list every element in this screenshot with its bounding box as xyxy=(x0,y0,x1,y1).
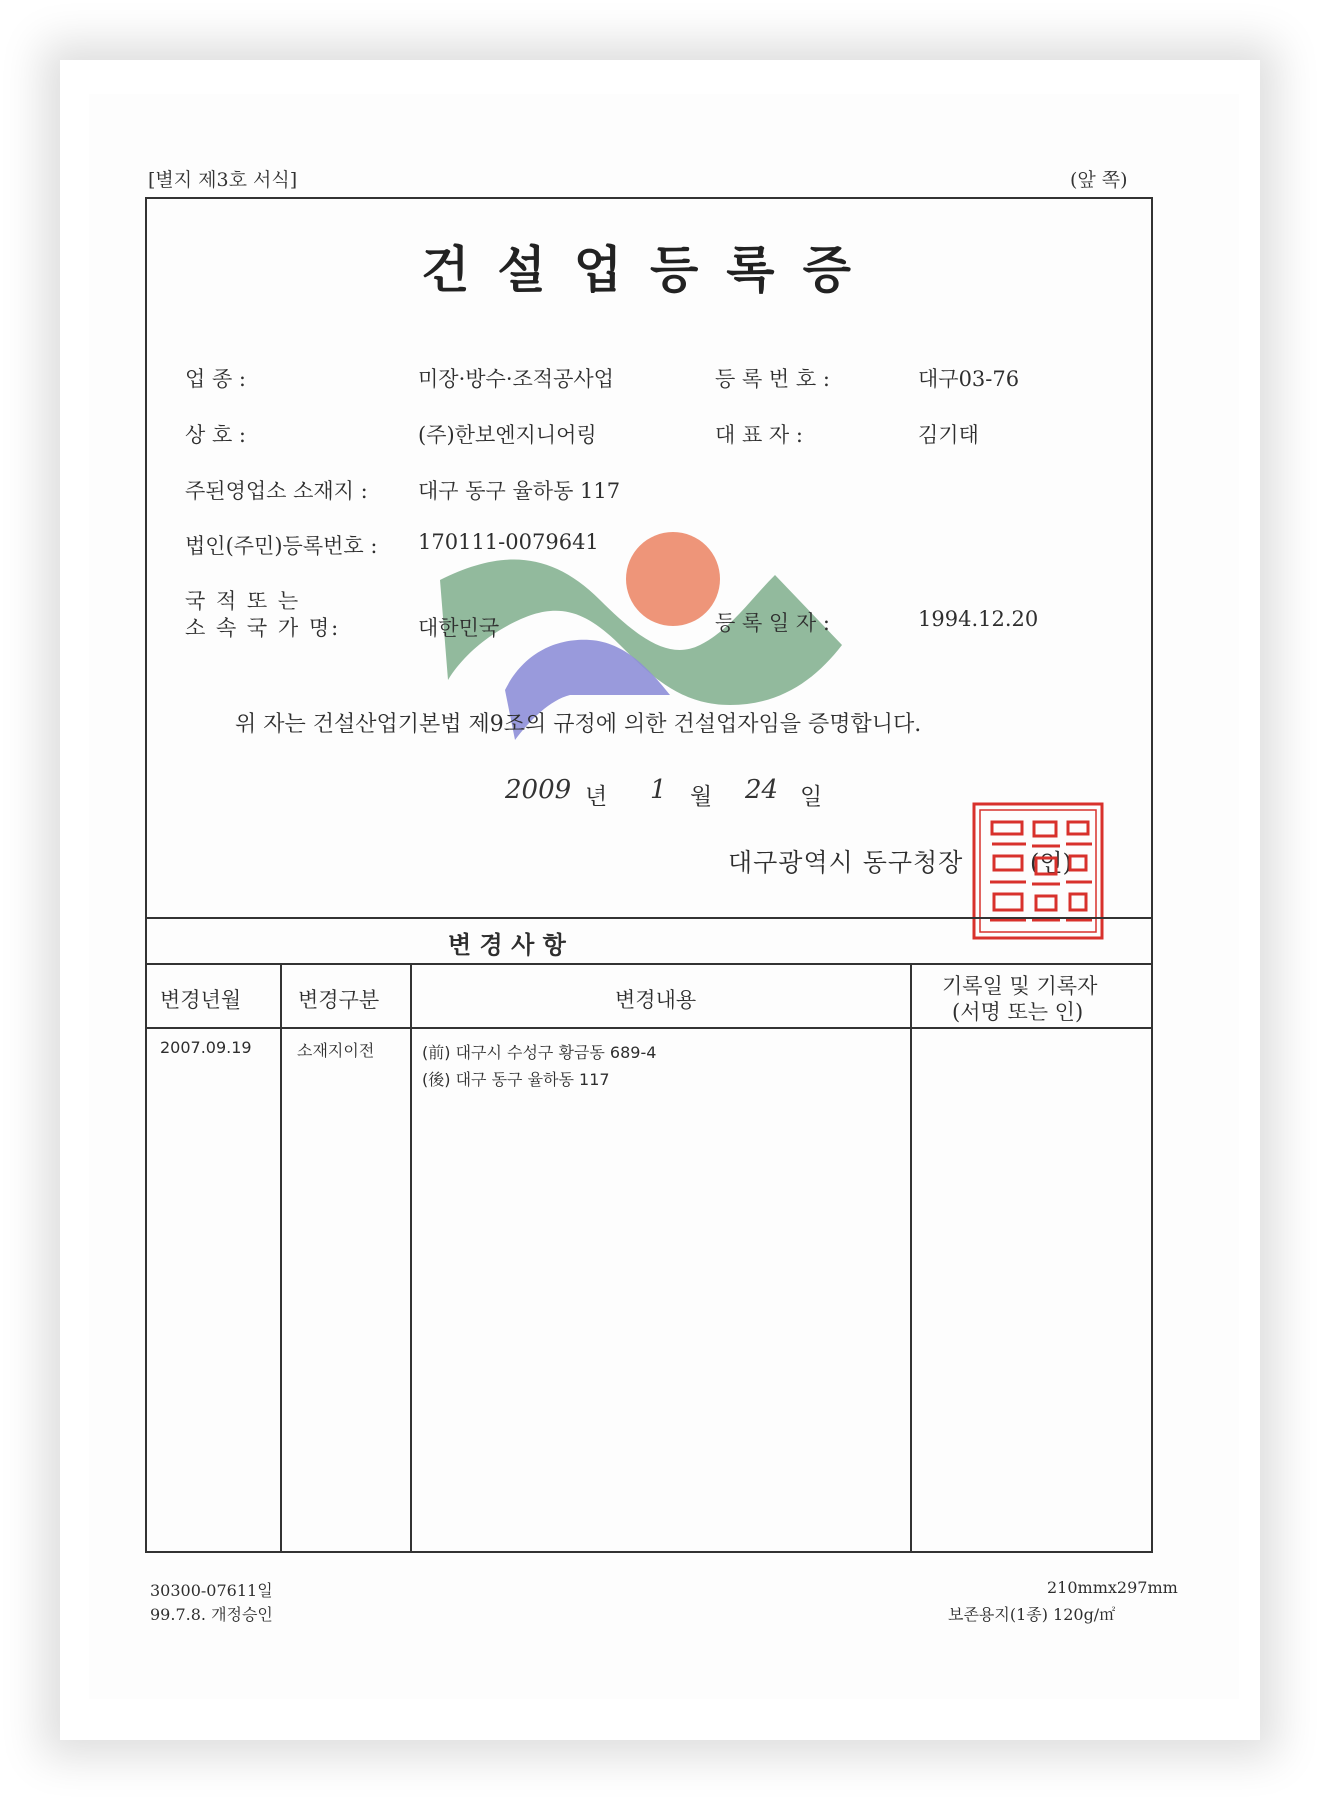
corp-no-label: 법인(주민)등록번호 : xyxy=(185,534,378,558)
reg-no-label: 등 록 번 호 : xyxy=(715,367,830,391)
office-value: 대구 동구 율하동 117 xyxy=(418,479,621,503)
footer-left-2: 99.7.8. 개정승인 xyxy=(150,1605,273,1624)
header-recorder-2: (서명 또는 인) xyxy=(952,1000,1084,1024)
footer-right-1: 210mmx297mm xyxy=(1047,1578,1178,1597)
issue-day-label: 일 xyxy=(800,784,823,810)
footer-left-1: 30300-07611일 xyxy=(150,1581,273,1600)
business-type-label: 업 종 : xyxy=(185,367,246,391)
company-label: 상 호 : xyxy=(185,423,246,447)
row-category: 소재지이전 xyxy=(297,1041,375,1060)
issue-year-handwritten: 2009 xyxy=(505,775,572,805)
row-date: 2007.09.19 xyxy=(160,1038,252,1057)
certify-text: 위 자는 건설산업기본법 제9조의 규정에 의한 건설업자임을 증명합니다. xyxy=(235,712,922,737)
company-value: (주)한보엔지니어링 xyxy=(418,423,597,447)
header-change-date: 변경년월 xyxy=(160,988,242,1012)
header-recorder-1: 기록일 및 기록자 xyxy=(942,974,1098,998)
reg-date-value: 1994.12.20 xyxy=(918,607,1039,631)
side-label: (앞 쪽) xyxy=(1070,169,1128,191)
issue-year-label: 년 xyxy=(585,784,608,810)
certificate-title: 건설업등록증 xyxy=(421,240,879,299)
changes-title: 변 경 사 항 xyxy=(448,930,566,959)
row-before: (前) 대구시 수성구 황금동 689-4 xyxy=(422,1043,657,1062)
issuer-seal-mark: (인) xyxy=(1030,849,1072,877)
issuer-name: 대구광역시 동구청장 xyxy=(728,848,964,877)
issue-day-handwritten: 24 xyxy=(745,775,779,805)
header-change-type: 변경구분 xyxy=(298,988,380,1012)
nationality-label-1: 국 적 또 는 xyxy=(185,589,301,613)
row-after: (後) 대구 동구 율하동 117 xyxy=(422,1070,610,1089)
rep-value: 김기태 xyxy=(918,423,979,447)
rep-label: 대 표 자 : xyxy=(715,423,803,447)
issue-month-handwritten: 1 xyxy=(650,775,667,805)
office-label: 주된영업소 소재지 : xyxy=(185,479,368,503)
nationality-value: 대한민국 xyxy=(418,616,500,640)
issue-month-label: 월 xyxy=(690,784,713,810)
col-divider-2 xyxy=(410,963,412,1553)
official-seal xyxy=(970,800,1106,942)
form-label: [별지 제3호 서식] xyxy=(148,169,298,191)
reg-date-label: 등 록 일 자 : xyxy=(715,611,830,635)
changes-header-line xyxy=(145,963,1153,965)
nationality-label-2: 소 속 국 가 명: xyxy=(185,616,341,640)
col-divider-3 xyxy=(910,963,912,1553)
header-change-content: 변경내용 xyxy=(615,988,697,1012)
col-divider-1 xyxy=(280,963,282,1553)
footer-right-2: 보존용지(1종) 120g/㎡ xyxy=(948,1605,1116,1624)
business-type-value: 미장·방수·조적공사업 xyxy=(418,367,614,391)
changes-top-line xyxy=(145,917,1153,919)
reg-no-value: 대구03-76 xyxy=(918,367,1020,391)
corp-no-value: 170111-0079641 xyxy=(418,530,599,554)
changes-columns-line xyxy=(145,1027,1153,1029)
